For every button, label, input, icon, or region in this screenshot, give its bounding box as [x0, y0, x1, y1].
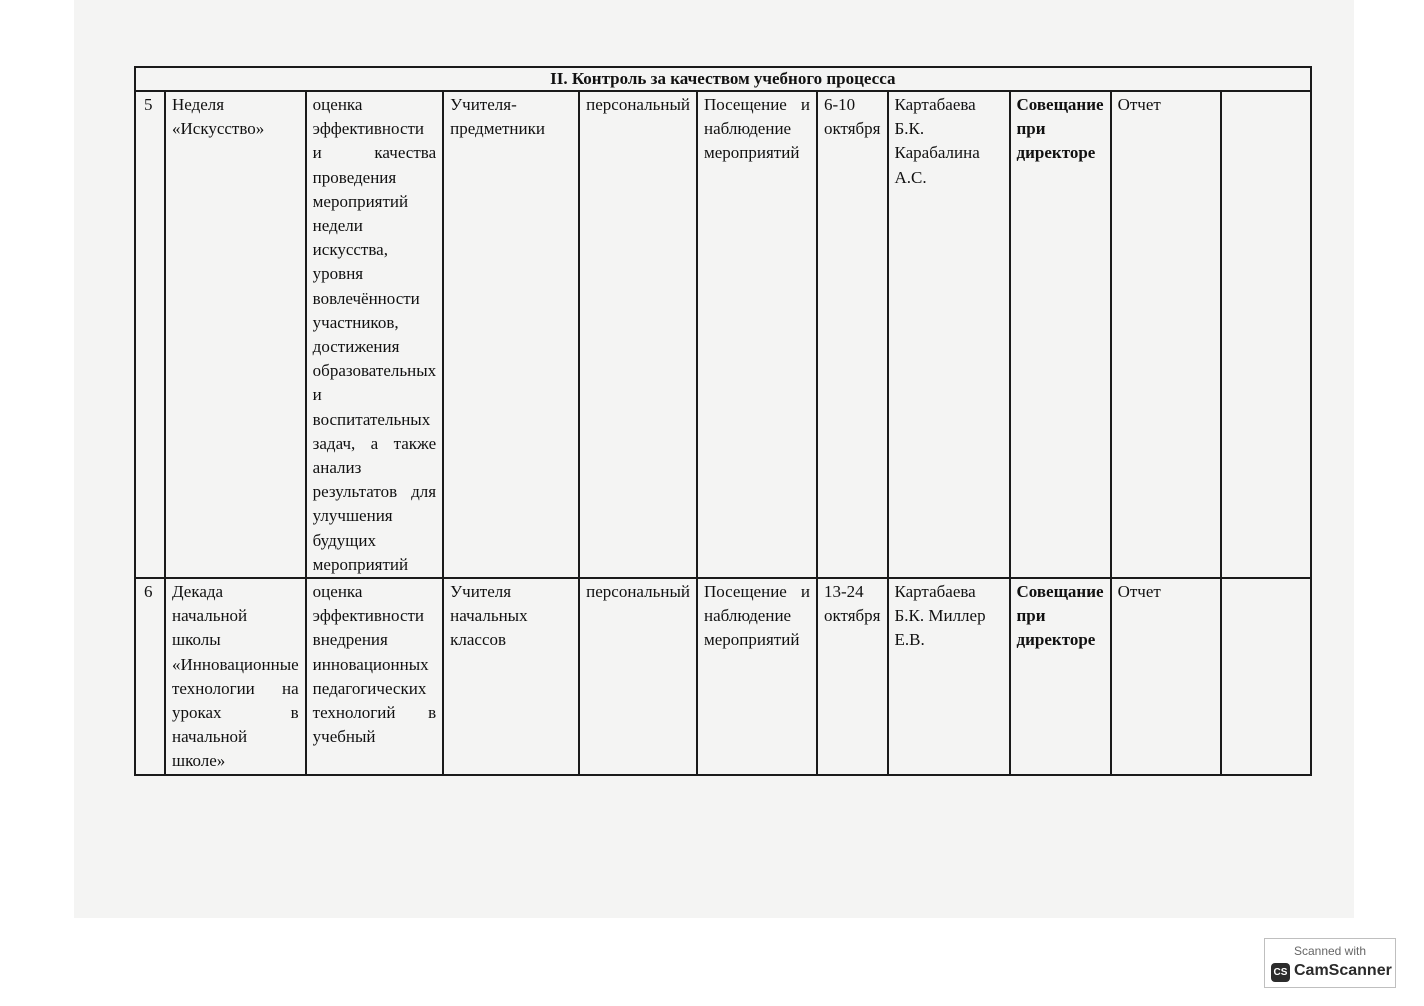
section-title: II. Контроль за качеством учебного процесса — [135, 67, 1311, 91]
table-row — [135, 91, 1311, 578]
method-cell: Посещение и наблюдение мероприятий — [697, 91, 817, 578]
section-header-row — [135, 67, 1311, 91]
object-cell: Учителя начальных классов — [443, 578, 579, 775]
goal-cell: оценка эффективности и качества проведения мероприятий недели искусства, уровня вовлечённости участников, достижения образовательных и воспитательных задач, а также анализ результатов для улучшения будущих мероприятий — [306, 91, 443, 578]
review-cell: Совещание при директоре — [1010, 91, 1111, 578]
review-cell: Совещание при директоре — [1010, 578, 1111, 775]
row-number: 5 — [135, 91, 165, 578]
camscanner-brand-label: CamScanner — [1294, 962, 1392, 979]
camscanner-badge — [1264, 938, 1396, 988]
row-number: 6 — [135, 578, 165, 775]
topic-cell: Неделя «Искусство» — [165, 91, 306, 578]
responsible-cell: Картабаева Б.К. Карабалина А.С. — [888, 91, 1010, 578]
object-cell: Учителя-предметники — [443, 91, 579, 578]
extra-cell — [1221, 91, 1311, 578]
dates-cell: 13-24 октября — [817, 578, 888, 775]
method-cell: Посещение и наблюдение мероприятий — [697, 578, 817, 775]
topic-cell: Декада начальной школы «Инновационные технологии на уроках в начальной школе» — [165, 578, 306, 775]
type-cell: персональный — [579, 91, 697, 578]
result-cell: Отчет — [1111, 578, 1221, 775]
type-cell: персональный — [579, 578, 697, 775]
responsible-cell: Картабаева Б.К. Миллер Е.В. — [888, 578, 1010, 775]
goal-cell: оценка эффективности внедрения инновационных педагогических технологий в учебный — [306, 578, 443, 775]
result-cell: Отчет — [1111, 91, 1221, 578]
scanned-with-label: Scanned with — [1293, 944, 1367, 958]
dates-cell: 6-10 октября — [817, 91, 888, 578]
extra-cell — [1221, 578, 1311, 775]
control-plan-table — [134, 66, 1312, 776]
camscanner-logo-icon: CS — [1271, 963, 1290, 982]
table-row — [135, 578, 1311, 775]
